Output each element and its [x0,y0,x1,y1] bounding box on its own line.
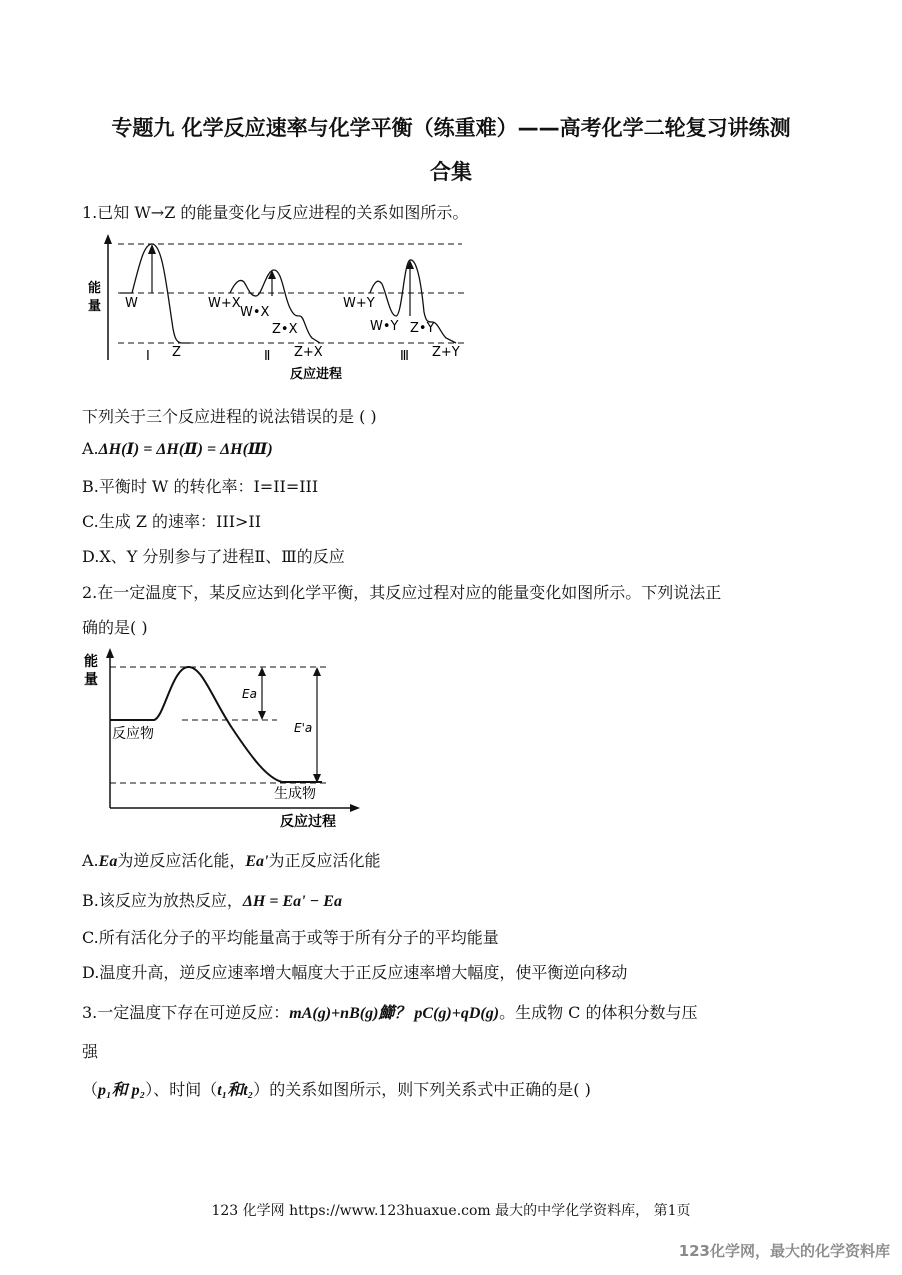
q1-ylabel-2: 量 [88,299,102,314]
q3-stem-line3-b: ）、时间（ [145,1080,218,1099]
q1-label-wy: W+Y [343,296,375,311]
q2-option-a [82,848,380,871]
q1-label-zx: Z+X [294,345,323,360]
q2-option-a-end: 为正反应活化能 [268,851,381,870]
q1-question: 下列关于三个反应进程的说法错误的是 ( ) [82,407,377,426]
q3-stem-line3-a: （ [82,1080,99,1099]
q1-label-wx: W+X [208,296,241,311]
q2-option-b-math: ΔH = Ea' − Ea [242,893,342,910]
q2-ylabel-2: 量 [84,672,98,688]
q1-process-1: I [146,349,150,364]
q1-label-w: W [125,296,138,311]
q3-stem-prefix: 3.一定温度下存在可逆反应： [82,1003,290,1022]
q2-option-a-sym1: Ea [98,853,118,870]
q1-option-a [82,439,273,459]
q2-energy-diagram [82,648,362,830]
q2-option-b [82,888,342,911]
q1-xlabel: 反应进程 [290,367,343,382]
q3-stem-suffix: 。生成物 C 的体积分数与压 [499,1003,698,1022]
q2-reactant-label: 反应物 [112,726,154,742]
q3-times: t₁和t₂ [217,1082,254,1099]
q1-ylabel-1: 能 [88,281,102,296]
q1-label-wdotx: W•X [240,305,270,320]
q1-option-a-math: ΔH(Ⅰ) = ΔH(Ⅱ) = ΔH(Ⅲ) [98,441,273,458]
q3-reaction: mA(g)+nB(g)䲙？ pC(g)+qD(g) [289,1005,500,1022]
q1-option-b: B.平衡时 W 的转化率：I=II=III [82,477,319,496]
q1-option-a-prefix: A. [82,439,99,458]
q1-label-zdotx: Z•X [272,322,298,337]
q2-ea-label: Ea [242,687,257,701]
q1-option-d: D.X、Y 分别参与了进程Ⅱ、Ⅲ的反应 [82,547,345,566]
q2-xlabel: 反应过程 [280,814,336,830]
q3-stem-line3-c: ）的关系如图所示，则下列关系式中正确的是( ) [253,1080,591,1099]
q2-stem-continued: 确的是( ) [82,618,148,637]
q2-option-a-sym2: Ea' [245,853,269,870]
q2-product-label: 生成物 [274,786,316,802]
q3-stem-continued: 强 [82,1042,99,1061]
q2-option-c: C.所有活化分子的平均能量高于或等于所有分子的平均能量 [82,928,499,947]
q2-option-b-prefix: B.该反应为放热反应， [82,891,243,910]
q1-label-wdoty: W•Y [370,319,399,334]
q1-option-c: C.生成 Z 的速率：III>II [82,512,262,531]
watermark: 123化学网，最大的化学资料库 [678,1242,890,1260]
q1-label-z: Z [172,345,181,360]
q1-energy-diagram [80,232,480,387]
q2-option-a-prefix: A. [82,851,99,870]
q3-stem-line3 [82,1077,591,1100]
q3-pressures: p₁和 p₂ [98,1082,146,1099]
page-footer: 123 化学网 https://www.123huaxue.com 最大的中学化学资料库， 第1页 [211,1203,691,1219]
q1-process-3: Ⅲ [400,349,409,364]
q1-stem: 1.已知 W→Z 的能量变化与反应进程的关系如图所示。 [82,203,469,222]
q2-ea-prime-label: E'a [294,721,313,735]
q2-stem: 2.在一定温度下，某反应达到化学平衡，其反应过程对应的能量变化如图所示。下列说法正 [82,583,722,602]
q2-option-d: D.温度升高，逆反应速率增大幅度大于正反应速率增大幅度，使平衡逆向移动 [82,963,628,982]
page-title-continued: 合集 [430,160,472,184]
q1-label-zy: Z+Y [432,345,460,360]
q1-label-zdoty: Z•Y [410,321,435,336]
q2-ylabel-1: 能 [84,654,98,670]
q3-stem [82,1000,697,1023]
q1-process-2: Ⅱ [264,349,271,364]
page-title: 专题九 化学反应速率与化学平衡（练重难）——高考化学二轮复习讲练测 [111,116,791,140]
q2-option-a-mid: 为逆反应活化能， [117,851,246,870]
